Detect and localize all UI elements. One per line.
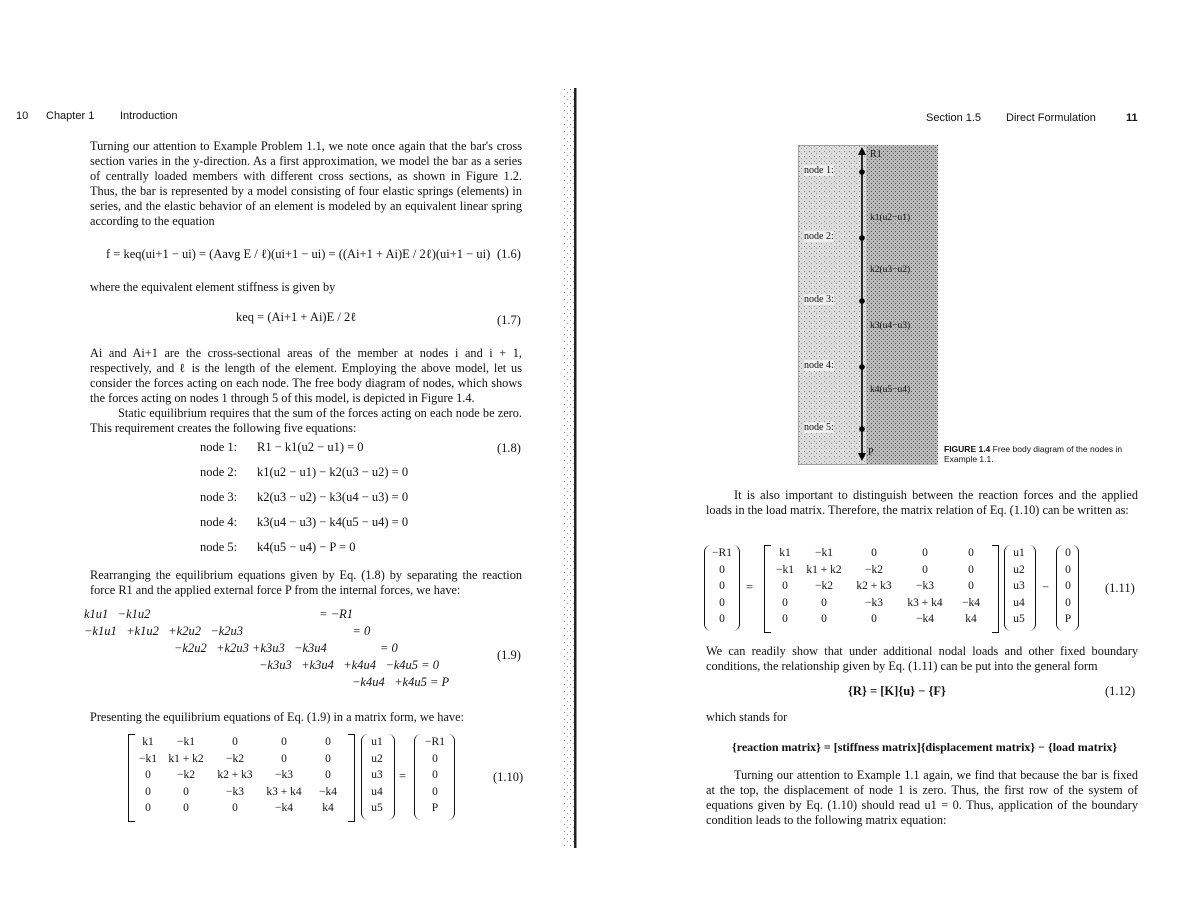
matrix-cell: −k2	[865, 563, 883, 576]
matrix-cell: 0	[145, 802, 151, 814]
node-equation-label: node 4:	[200, 515, 238, 529]
matrix-cell: 0	[871, 613, 877, 625]
vector-entry: u4	[371, 785, 383, 798]
matrix-cell: 0	[281, 736, 287, 748]
matrix-cell: 0	[782, 580, 788, 592]
stiffness-matrix-1-10	[134, 734, 348, 820]
equation-number-1-7: (1.7)	[497, 313, 521, 327]
matrix-cell: −k1	[815, 547, 833, 559]
paragraph-stands-for: which stands for	[706, 710, 788, 724]
equation-1-9-row: −k1u1 +k1u2 +k2u2 −k2u3 = 0	[84, 624, 371, 638]
force-vector-1-10	[420, 734, 450, 820]
vector-entry: 0	[1065, 563, 1071, 576]
equation-number-1-12: (1.12)	[1105, 684, 1136, 698]
vector-entry: u1	[371, 736, 383, 748]
figure-caption	[944, 444, 1124, 464]
node-equation: k4(u5 − u4) − P = 0	[257, 540, 356, 554]
equation-number-1-9: (1.9)	[497, 648, 521, 662]
stiffness-matrix-1-11	[770, 545, 992, 631]
vector-entry: −R1	[712, 547, 732, 559]
matrix-cell: −k3	[226, 785, 244, 798]
vector-entry: u5	[371, 802, 383, 814]
force-label-3: k3(u4−u3)	[870, 321, 911, 331]
vector-entry: −R1	[425, 736, 445, 748]
vector-entry: u3	[371, 769, 383, 781]
paragraph-matrix-form: Presenting the equilibrium equations of Eq. (1.9) in a matrix form, we have:	[90, 710, 464, 724]
matrix-cell: 0	[968, 547, 974, 559]
node-4-point	[859, 364, 865, 370]
matrix-cell: 0	[821, 613, 827, 625]
equation-1-9-row: k1u1 −k1u2 = −R1	[84, 607, 354, 621]
vector-brace-right	[1029, 545, 1036, 631]
equation-1-9-row: −k4u4 +k4u5 = P	[352, 675, 450, 689]
paragraph-rearranging: Rearranging the equilibrium equations given by Eq. (1.8) by separating the reaction force R1 and the applied external force P from the internal forces, we have:	[90, 568, 522, 597]
paragraph-boundary-condition: Turning our attention to Example 1.1 again, we find that because the bar is fixed at the top, the displacement of node 1 is zero. Thus, the first row of the system of equations given by Eq. (1.10) should read u1 = 0. Thus, application of the boundary condition leads to the following matrix equation:	[706, 768, 1138, 827]
force-label-1: k1(u2−u1)	[870, 213, 911, 223]
reaction-vector	[708, 545, 736, 631]
reaction-label: R1	[870, 149, 882, 160]
vector-entry: u4	[1013, 596, 1025, 609]
matrix-bracket-right	[992, 545, 999, 633]
vector-entry: 0	[1065, 547, 1071, 559]
vector-entry: 0	[432, 785, 438, 798]
matrix-cell: −k4	[275, 802, 293, 814]
section-title: Direct Formulation	[1006, 112, 1096, 124]
matrix-cell: 0	[281, 752, 287, 765]
matrix-cell: 0	[232, 802, 238, 814]
vector-brace-right	[733, 545, 740, 631]
matrix-cell: 0	[968, 580, 974, 592]
matrix-cell: 0	[183, 802, 189, 814]
matrix-cell: k1	[142, 736, 154, 748]
matrix-cell: k1 + k2	[806, 563, 842, 576]
vector-entry: u2	[371, 752, 383, 765]
node-2-label: node 2:	[804, 231, 834, 242]
paragraph-equilibrium: Static equilibrium requires that the sum of the forces acting on each node be zero. This requirement creates the following five equations:	[90, 406, 522, 435]
matrix-cell: 0	[821, 596, 827, 609]
matrix-cell: −k1	[177, 736, 195, 748]
matrix-cell: −k3	[865, 596, 883, 609]
section-label: Section 1.5	[926, 112, 982, 124]
matrix-cell: 0	[325, 752, 331, 765]
matrix-cell: −k3	[916, 580, 934, 592]
matrix-cell: 0	[232, 736, 238, 748]
matrix-cell: 0	[325, 769, 331, 781]
equation-number-1-11: (1.11)	[1105, 581, 1135, 595]
matrix-cell: −k2	[177, 769, 195, 781]
matrix-cell: 0	[922, 547, 928, 559]
page-number-left: 10	[16, 110, 29, 122]
node-5-point	[859, 426, 865, 432]
paragraph-reaction-forces: It is also important to distinguish between the reaction forces and the applied loads in the load matrix. Therefore, the matrix relation of Eq. (1.10) can be written as:	[706, 488, 1138, 517]
matrix-bracket-right	[348, 734, 355, 822]
equation-1-7: keq = (Ai+1 + Ai)E / 2ℓ	[236, 310, 357, 324]
equation-1-9	[84, 607, 484, 697]
matrix-cell: 0	[325, 736, 331, 748]
equation-1-6: f = keq(ui+1 − ui) = (Aavg E / ℓ)(ui+1 − ui) = ((Ai+1 + Ai)E / 2ℓ)(ui+1 − ui)	[106, 247, 491, 261]
node-equation: k2(u3 − u2) − k3(u4 − u3) = 0	[257, 490, 409, 504]
matrix-cell: −k4	[962, 596, 980, 609]
matrix-cell: k3 + k4	[266, 785, 302, 798]
node-3-point	[859, 298, 865, 304]
vector-entry: 0	[719, 613, 725, 625]
matrix-cell: 0	[871, 547, 877, 559]
minus-sign: −	[1042, 580, 1050, 594]
matrix-cell: −k2	[815, 580, 833, 592]
vector-entry: u2	[1013, 563, 1025, 576]
matrix-cell: k4	[322, 802, 334, 814]
matrix-cell: 0	[782, 613, 788, 625]
vector-entry: 0	[719, 563, 725, 576]
figure-caption-text: Free body diagram of the nodes in Example 1.1.	[944, 444, 1123, 464]
matrix-cell: 0	[782, 596, 788, 609]
vector-entry: 0	[719, 580, 725, 592]
vector-entry: P	[1064, 613, 1072, 625]
page-number-right: 11	[1126, 112, 1138, 124]
matrix-cell: −k3	[275, 769, 293, 781]
node-equation-label: node 2:	[200, 465, 238, 479]
matrix-cell: k3 + k4	[907, 596, 943, 609]
vector-entry: 0	[1065, 580, 1071, 592]
matrix-cell: 0	[922, 563, 928, 576]
paragraph-general-form: We can readily show that under additional nodal loads and other fixed boundary conditions, the relationship given by Eq. (1.11) can be put into the general form	[706, 644, 1138, 673]
load-label: P	[868, 447, 874, 458]
vector-entry: u3	[1013, 580, 1025, 592]
vector-brace-right	[448, 734, 455, 820]
figure-1-4	[798, 145, 938, 465]
matrix-cell: k2 + k3	[856, 580, 892, 592]
force-label-2: k2(u3−u2)	[870, 265, 911, 275]
chapter-label: Chapter 1	[46, 110, 95, 122]
node-4-label: node 4:	[804, 360, 834, 371]
node-equation-label: node 1:	[200, 440, 238, 454]
node-1-label: node 1:	[804, 165, 834, 176]
paragraph-stiffness: where the equivalent element stiffness is given by	[90, 280, 336, 294]
book-spine	[563, 88, 577, 848]
matrix-cell: −k2	[226, 752, 244, 765]
figure-caption-label: FIGURE 1.4	[944, 444, 991, 454]
vector-entry: P	[431, 802, 439, 814]
equation-1-9-row: −k3u3 +k3u4 +k4u4 −k4u5 = 0	[259, 658, 439, 672]
displacement-vector-1-11	[1008, 545, 1030, 631]
node-1-point	[859, 169, 865, 175]
equals-sign: =	[746, 580, 754, 594]
matrix-cell: 0	[145, 785, 151, 798]
node-5-label: node 5:	[804, 422, 834, 433]
paragraph-areas: Ai and Ai+1 are the cross-sectional areas of the member at nodes i and i + 1, respectively, and ℓ is the length of the element. Employing the above model, let us consider the forces acting on each node. The free body diagram of nodes, which shows the forces acting on nodes 1 through 5 of this model, is depicted in Figure 1.4.	[90, 346, 522, 405]
displacement-vector-1-10	[366, 734, 388, 820]
matrix-cell: 0	[183, 785, 189, 798]
node-equation: R1 − k1(u2 − u1) = 0	[257, 440, 364, 454]
matrix-cell: k1	[779, 547, 791, 559]
matrix-cell: −k1	[776, 563, 794, 576]
matrix-cell: 0	[145, 769, 151, 781]
node-equation: k1(u2 − u1) − k2(u3 − u2) = 0	[257, 465, 409, 479]
equals-sign: =	[399, 769, 407, 783]
matrix-words-equation: {reaction matrix} = [stiffness matrix]{displacement matrix} − {load matrix}	[732, 740, 1118, 754]
vector-entry: 0	[432, 752, 438, 765]
matrix-cell: k4	[965, 613, 977, 625]
matrix-cell: −k4	[916, 613, 934, 625]
node-3-label: node 3:	[804, 294, 834, 305]
equation-number-1-10: (1.10)	[493, 770, 524, 784]
matrix-cell: −k1	[139, 752, 157, 765]
equation-number-1-6: (1.6)	[497, 247, 521, 261]
matrix-cell: 0	[968, 563, 974, 576]
vector-brace-right	[388, 734, 395, 820]
vector-entry: 0	[719, 596, 725, 609]
vector-brace-right	[1072, 545, 1079, 631]
node-equation-label: node 3:	[200, 490, 238, 504]
matrix-cell: k2 + k3	[217, 769, 253, 781]
vector-entry: 0	[1065, 596, 1071, 609]
vector-entry: u5	[1013, 613, 1025, 625]
force-label-4: k4(u5−u4)	[870, 385, 911, 395]
vector-entry: 0	[432, 769, 438, 781]
equation-1-9-row: −k2u2 +k2u3 +k3u3 −k3u4 = 0	[174, 641, 398, 655]
node-2-point	[859, 235, 865, 241]
free-body-diagram	[798, 145, 938, 465]
vector-entry: u1	[1013, 547, 1025, 559]
node-equation-label: node 5:	[200, 540, 238, 554]
equation-number-1-8: (1.8)	[497, 441, 521, 455]
equation-1-12: {R} = [K]{u} − {F}	[848, 684, 946, 698]
paragraph-intro: Turning our attention to Example Problem 1.1, we note once again that the bar's cross section varies in the y-direction. As a first approximation, we model the bar as a series of centrally loaded members with different cross sections, as shown in Figure 1.2. Thus, the bar is represented by a model consisting of four elastic springs (elements) in series, and the elastic behavior of an element is modeled by an equivalent linear spring according to the equation	[90, 139, 522, 228]
matrix-cell: −k4	[319, 785, 337, 798]
node-equation: k3(u4 − u3) − k4(u5 − u4) = 0	[257, 515, 409, 529]
matrix-cell: k1 + k2	[168, 752, 204, 765]
node-equations	[200, 440, 520, 560]
chapter-title: Introduction	[120, 110, 178, 122]
